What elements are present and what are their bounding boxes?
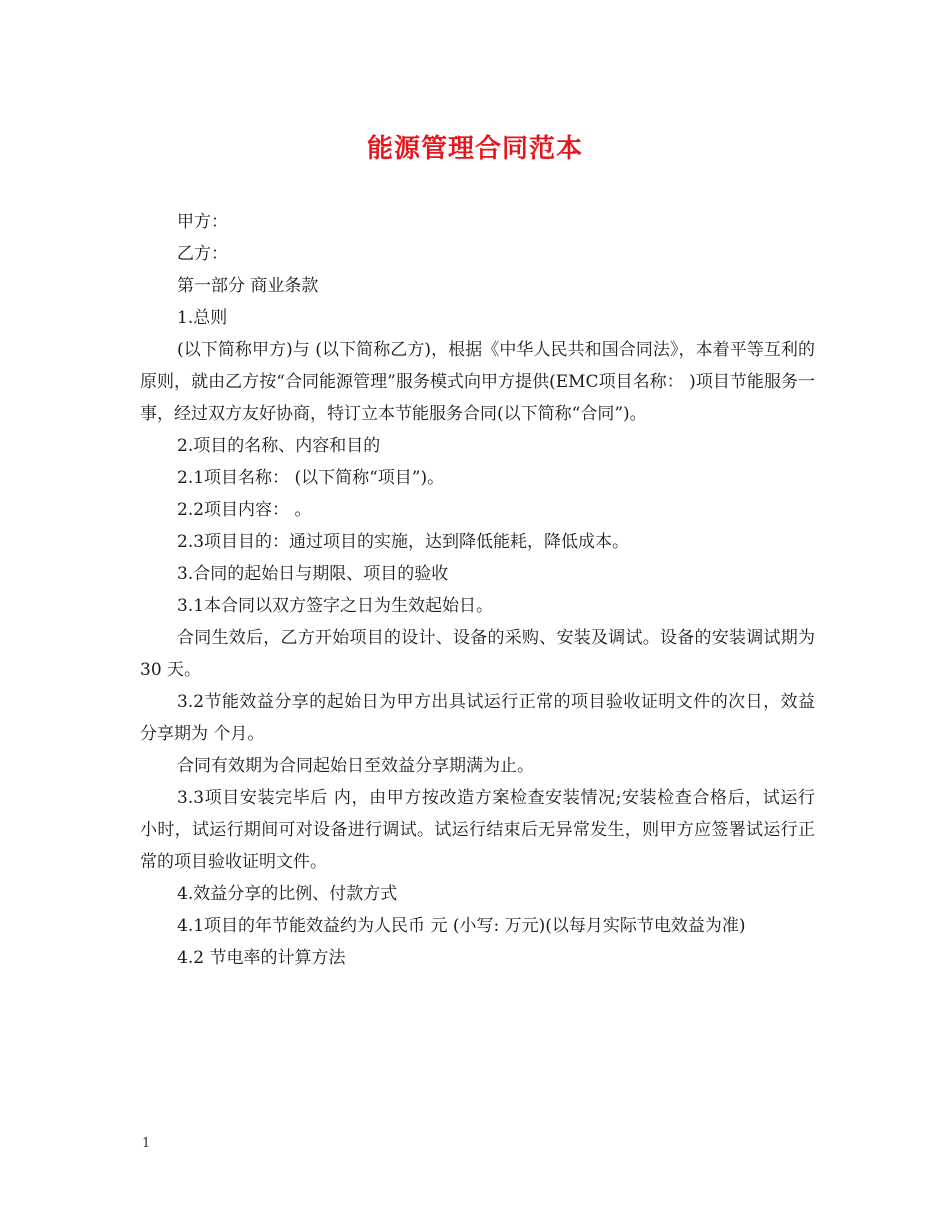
clause-2-3: 2.3项目目的：通过项目的实施，达到降低能耗，降低成本。	[177, 532, 630, 552]
clause-2-2: 2.2项目内容： 。	[177, 500, 312, 520]
clause-3-1-detail: 合同生效后，乙方开始项目的设计、设备的采购、安装及调试。设备的安装调试期为30 天。	[140, 628, 815, 680]
clause-2-1: 2.1项目名称： (以下简称“项目”)。	[177, 468, 445, 488]
section-1-heading: 1.总则	[177, 308, 228, 328]
party-b-line: 乙方：	[177, 244, 228, 264]
section-3-heading: 3.合同的起始日与期限、项目的验收	[177, 564, 449, 584]
section-2-heading: 2.项目的名称、内容和目的	[177, 436, 381, 456]
contract-body	[140, 206, 815, 974]
clause-4-1: 4.1项目的年节能效益约为人民币 元 (小写: 万元)(以每月实际节电效益为准)	[177, 916, 746, 936]
section-1-paragraph: (以下简称甲方)与 (以下简称乙方)，根据《中华人民共和国合同法》，本着平等互利的原则，就由乙方按“合同能源管理”服务模式向甲方提供(EMC项目名称： )项目节能服务一事，经过双方友好协商，特订立本节能服务合同(以下简称“合同”)。	[140, 340, 815, 424]
clause-3-2-detail: 合同有效期为合同起始日至效益分享期满为止。	[177, 756, 534, 776]
clause-3-1: 3.1本合同以双方签字之日为生效起始日。	[177, 596, 494, 616]
clause-4-2: 4.2 节电率的计算方法	[177, 948, 346, 968]
page-number: 1	[142, 1136, 151, 1151]
clause-3-3: 3.3项目安装完毕后 内，由甲方按改造方案检查安装情况;安装检查合格后，试运行 小时，试运行期间可对设备进行调试。试运行结束后无异常发生，则甲方应签署试运行正常的项目验收证明文件。	[140, 788, 815, 872]
section-4-heading: 4.效益分享的比例、付款方式	[177, 884, 398, 904]
document-title: 能源管理合同范本	[366, 134, 583, 164]
clause-3-2: 3.2节能效益分享的起始日为甲方出具试运行正常的项目验收证明文件的次日，效益分享期为 个月。	[140, 692, 815, 744]
part-one-heading: 第一部分 商业条款	[177, 276, 319, 296]
party-a-line: 甲方：	[177, 212, 228, 232]
